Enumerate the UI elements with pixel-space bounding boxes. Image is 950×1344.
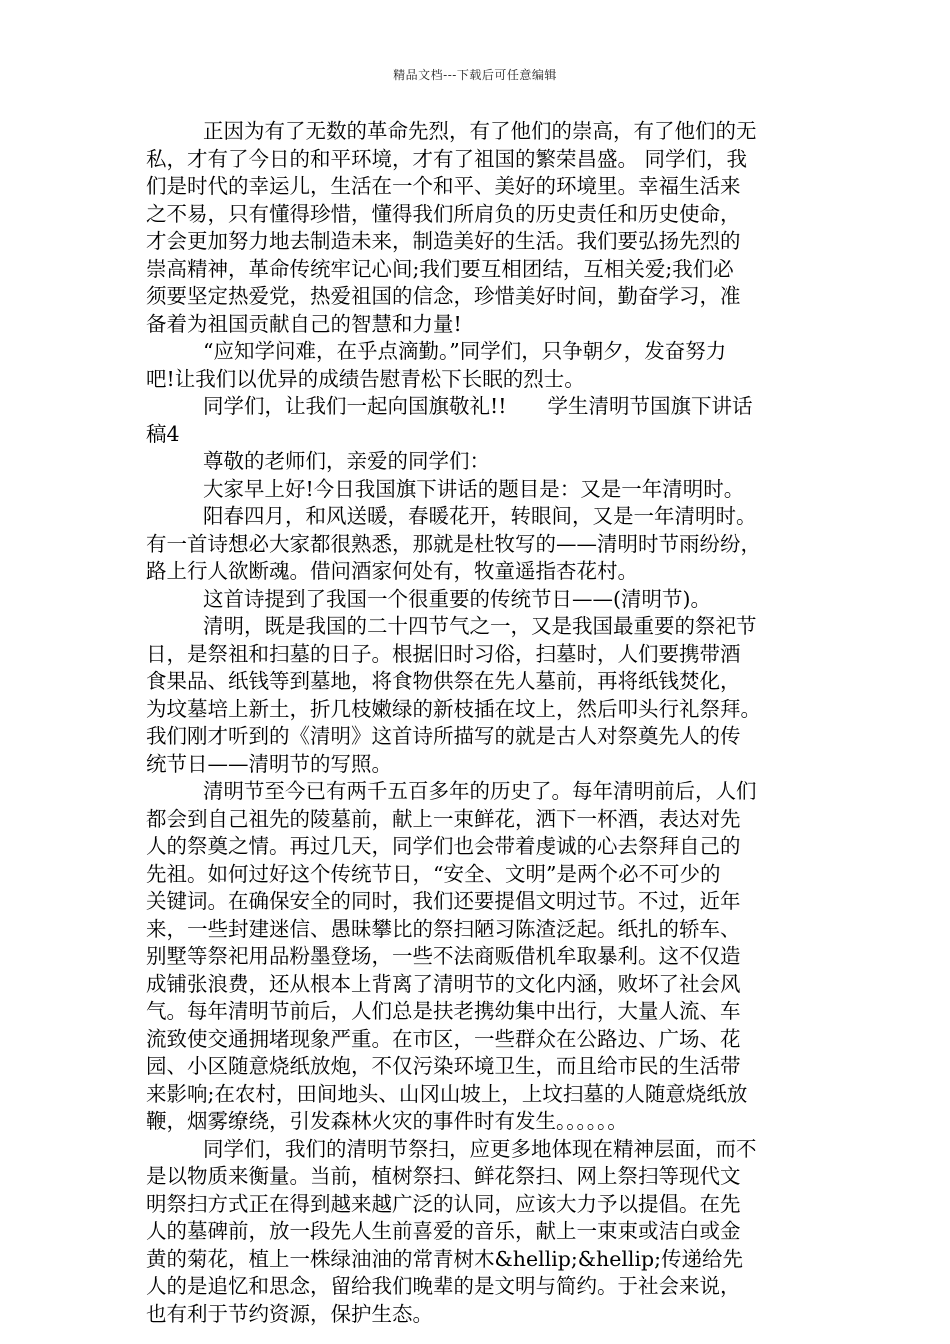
text-line: 来影响;在农村，田间地头、山冈山坡上，上坟扫墓的人随意烧纸放 <box>146 1081 748 1106</box>
text-line: 明祭扫方式正在得到越来越广泛的认同，应该大力予以提倡。在先 <box>146 1191 741 1216</box>
text-line: 人的是追忆和思念，留给我们晚辈的是文明与简约。于社会来说， <box>146 1274 741 1298</box>
text-line: 清明，既是我国的二十四节气之一，又是我国最重要的祭祀节 <box>203 614 757 638</box>
text-line: 人的祭奠之情。再过几天，同学们也会带着虔诚的心去祭拜自己的 <box>146 834 741 858</box>
text-line: 流致使交通拥堵现象严重。在市区，一些群众在公路边、广场、花 <box>146 1026 741 1051</box>
text-line: 来，一些封建迷信、愚昧攀比的祭扫陋习陈渣泛起。纸扎的轿车、 <box>146 916 741 941</box>
text-line: 日，是祭祖和扫墓的日子。根据旧时习俗，扫墓时，人们要携带酒 <box>146 641 741 666</box>
text-line: 这首诗提到了我国一个很重要的传统节日——(清明节)。 <box>203 586 711 611</box>
text-line: 私，才有了今日的和平环境，才有了祖国的繁荣昌盛。 同学们，我 <box>146 146 748 171</box>
text-line: 备着为祖国贡献自己的智慧和力量! <box>146 311 462 336</box>
text-line: 们是时代的幸运儿，生活在一个和平、美好的环境里。幸福生活来 <box>146 174 741 198</box>
text-line: 大家早上好!今日我国旗下讲话的题目是：又是一年清明时。 <box>203 476 745 501</box>
text-line: 先祖。如何过好这个传统节日，“安全、文明”是两个必不可少的 <box>146 861 721 886</box>
text-line: 阳春四月，和风送暖，春暖花开，转眼间，又是一年清明时。 <box>203 504 757 528</box>
text-line: 之不易，只有懂得珍惜，懂得我们所肩负的历史责任和历史使命， <box>146 201 741 226</box>
text-line: 才会更加努力地去制造未来，制造美好的生活。我们要弘扬先烈的 <box>146 229 741 253</box>
text-line: 气。每年清明节前后，人们总是扶老携幼集中出行，大量人流、车 <box>146 999 741 1023</box>
text-line: 吧!让我们以优异的成绩告慰青松下长眠的烈士。 <box>146 366 585 391</box>
text-line: 都会到自己祖先的陵墓前，献上一束鲜花，洒下一杯酒，表达对先 <box>146 806 741 831</box>
text-line: 也有利于节约资源，保护生态。 <box>146 1301 433 1326</box>
text-line: 统节日——清明节的写照。 <box>146 751 392 776</box>
text-line: 为坟墓培上新土，折几枝嫩绿的新枝插在坟上，然后叩头行礼祭拜。 <box>146 696 761 721</box>
text-line: 我们刚才听到的《清明》这首诗所描写的就是古人对祭奠先人的传 <box>146 724 741 748</box>
text-line: 有一首诗想必大家都很熟悉，那就是杜牧写的——清明时节雨纷纷， <box>146 531 761 556</box>
page-header: 精品文档---下载后可任意编辑 <box>393 68 557 82</box>
text-line: 崇高精神，革命传统牢记心间;我们要互相团结，互相关爱;我们必 <box>146 256 734 281</box>
text-line: 别墅等祭祀用品粉墨登场，一些不法商贩借机牟取暴利。这不仅造 <box>146 944 741 968</box>
text-line: 人的墓碑前，放一段先人生前喜爱的音乐，献上一束束或洁白或金 <box>146 1219 741 1243</box>
text-line: 食果品、纸钱等到墓地，将食物供祭在先人墓前，再将纸钱焚化， <box>146 669 741 693</box>
text-line: 黄的菊花，植上一株绿油油的常青树木&hellip;&hellip;传递给先 <box>146 1246 744 1271</box>
text-line: 同学们，让我们一起向国旗敬礼!! 学生清明节国旗下讲话 <box>203 394 753 418</box>
document-body <box>146 118 808 1328</box>
text-line: 路上行人欲断魂。借问酒家何处有，牧童遥指杏花村。 <box>146 559 638 583</box>
text-line: 稿4 <box>146 421 180 446</box>
text-line: 须要坚定热爱党，热爱祖国的信念，珍惜美好时间，勤奋学习，准 <box>146 284 741 308</box>
text-line: 关键词。在确保安全的同时，我们还要提倡文明过节。不过，近年 <box>146 889 741 913</box>
text-line: 尊敬的老师们，亲爱的同学们： <box>203 449 490 473</box>
text-line: 正因为有了无数的革命先烈，有了他们的崇高，有了他们的无 <box>203 119 757 143</box>
text-line: 成铺张浪费，还从根本上背离了清明节的文化内涵，败坏了社会风 <box>146 971 741 996</box>
text-line: “应知学问难，在乎点滴勤。”同学们，只争朝夕，发奋努力 <box>203 339 727 363</box>
text-line: 鞭，烟雾缭绕，引发森林火灾的事件时有发生。。。。。。 <box>146 1109 628 1133</box>
text-line: 是以物质来衡量。当前，植树祭扫、鲜花祭扫、网上祭扫等现代文 <box>146 1164 741 1188</box>
text-line: 清明节至今已有两千五百多年的历史了。每年清明前后，人们 <box>203 779 757 803</box>
text-line: 同学们，我们的清明节祭扫，应更多地体现在精神层面，而不 <box>203 1136 757 1161</box>
text-line: 园、小区随意烧纸放炮，不仅污染环境卫生，而且给市民的生活带 <box>146 1054 741 1078</box>
